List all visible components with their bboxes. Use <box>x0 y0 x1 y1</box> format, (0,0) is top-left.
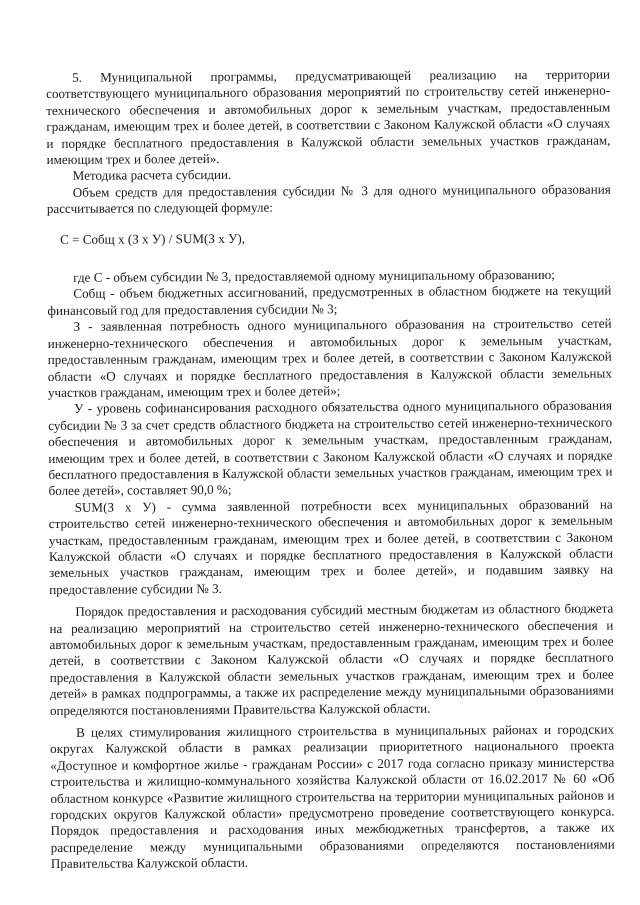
subsidy-formula: C = Cобщ х (З х У) / SUM(З х У), <box>59 230 245 247</box>
paragraph-def-u: У - уровень софинансирования расходного обязательства одного муниципального образования субсидии № 3 за счет средств областного бюджета на строительство сетей инженерно-технического обеспечения и автомобильных дорог к земельным участкам, предоставленным гражданам, имеющим трех и более детей, в соответствии с Законом Калужской области «О случаях и порядке бесплатного предоставления в Калужской области земельных участков гражданам, имеющим трех и более детей», составляет 90,0 %; <box>48 397 613 499</box>
paragraph-def-z: З - заявленная потребность одного муниципального образования на строительство сетей инженерно-технического обеспечения и автомобильных дорог к земельным участкам, предоставленным гражданам, имеющим трех и более детей, в соответствии с Законом Калужской области «О случаях и порядке бесплатного предоставления в Калужской области земельных участков гражданам, имеющим трех и более детей»; <box>47 315 612 400</box>
paragraph-def-cobsh: Cобщ - объем бюджетных ассигнований, предусмотренных в областном бюджете на текущий финансовый год для предоставления субсидии № 3; <box>47 283 612 318</box>
paragraph-def-sum: SUM(З х У) - сумма заявленной потребности всех муниципальных образований на строительство сетей инженерно-технического обеспечения и автомобильных дорог к земельным участкам, предоставленным гражданам, имеющим трех и более детей, в соответствии с Законом Калужской области «О случаях и порядке бесплатного предоставления в Калужской области земельных участков гражданам, имеющим трех и более детей», и подавшим заявку на предоставление субсидии № 3. <box>48 496 614 597</box>
paragraph-formula-intro: Объем средств для предоставления субсидии № 3 для одного муниципального образования рассчитывается по следующей формуле: <box>46 181 611 217</box>
paragraph-procedure: Порядок предоставления и расходования субсидий местным бюджетам из областного бюджета на реализацию мероприятий на строительство сетей инженерно-технического обеспечения и автомобильных дорог к земельным участкам, предоставленным гражданам, имеющим трех и более детей, в соответствии с Законом Калужской области «О случаях и порядке бесплатного предоставления в Калужской области земельных участков гражданам, имеющим трех и более детей» в рамках подпрограммы, а также их распределение между муниципальными образованиями определяются постановлениями Правительства Калужской области. <box>49 600 614 718</box>
paragraph-method-heading: Методика расчета субсидии. <box>72 167 232 184</box>
paragraph-program-item-5: 5. Муниципальной программы, предусматривающей реализацию на территории соответствующего муниципального образования мероприятий по строительству сетей инженерно-технического обеспечения и автомобильных дорог к земельным участкам, предоставленным гражданам, имеющим трех и более детей, в соответствии с Законом Калужской области «О случаях и порядке бесплатного предоставления в Калужской области земельных участков гражданам, имеющим трех и более детей». <box>46 66 611 168</box>
document-body <box>46 67 615 873</box>
paragraph-housing-incentive: В целях стимулирования жилищного строительства в муниципальных районах и городских округах Калужской области в рамках реализации приоритетного национального проекта «Доступное и комфортное жилье - гражданам России» с 2017 года согласно приказу министерства строительства и жилищно-коммунального хозяйства Калужской области от 16.02.2017 № 60 «Об областном конкурсе «Развитие жилищного строительства на территории муниципальных районов и городских округов Калужской области» предусмотрено проведение соответствующего конкурса. Порядок предоставления и расходования иных межбюджетных трансфертов, а также их распределение между муниципальными образованиями определяются постановлениями Правительства Калужской области. <box>50 721 615 872</box>
paragraph-def-c: где С - объем субсидии № 3, предоставляемой одному муниципальному образованию; <box>73 266 555 285</box>
